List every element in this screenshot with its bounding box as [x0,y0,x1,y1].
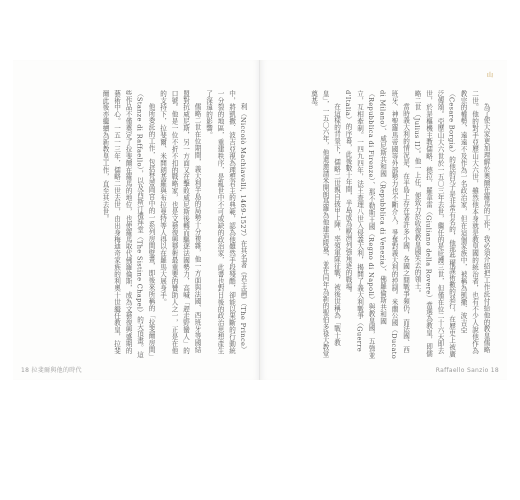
right-folio-text: Raffaello Sanzio 18 [435,367,499,374]
right-paragraph-3: 在這樣的背景下，儒略二世親自披甲上陣，率領軍隊征戰，被後世稱為「戰士教皇」，一五〇六年，他還邀請米開朗基羅為他建造陵墓，並在同年為新的聖伯多祿大教堂奠基。 [309,90,341,358]
left-page [13,60,260,380]
section-mark: 山 [486,72,493,79]
left-page-body [38,90,248,360]
left-paragraph-1: 利（Niccolò Machiavelli, 1469-1527）在其名著《君主論》（The Prince）中，將凱撒．波吉亞視為理想君主的典範，認為他雖然手段殘酷，卻能以果斷的行動統一分裂的地區，重建秩序，是亂世中不可或缺的政治家，此書也對日後的政治思想產生了深遠的影響。 [204,90,247,355]
right-page [260,60,507,380]
left-paragraph-2: 儒略二世在位期間，義大利半島的局勢十分複雜，他一方面與法國、西班牙等國結盟對抗威尼斯，另一方面又在擊敗威尼斯後轉而驅逐法國勢力，高喊「趕走野蠻人」的口號。他是一位不折不扣的戰略家，也是文藝復興藝術最重要的贊助人之一，正是在他的支持下，拉斐爾、米開朗基羅與布拉曼特等人得以在羅馬大展身手。 [158,90,201,355]
right-paragraph-2: 當時義大利的情況是，在半島上存在著許多小國，各國之間戰爭頻仍，而法國、西班牙、神聖羅馬帝國等外部勢力也不斷介入，爭奪對義大利的控制。米蘭公國（Ducato di Milano）、威尼斯共和國（Repubblica di Venezia）、佛羅倫斯共和國（Repubblica di Firenze）、那不勒斯王國（Regno di Napoli）與教皇國，五強並立，互相牽制。一四九四年，法王查理八世入侵義大利，揭開了義大利戰爭（Guerre d'Italia）的序幕，此後數十年間，半島成為歐洲列強角逐的戰場。 [344,90,410,360]
right-page-body [301,90,491,360]
left-paragraph-3: 他所委託的工作，包括梵蒂岡宮中的一系列房間壁畫，即後來所稱的「拉斐爾房間」（Stanze di Raffaello），以及西斯汀禮拜堂（The Sistine Chapel）的天頂畫。這些作品不僅奠定了拉斐爾在羅馬的地位，也使羅馬取代佛羅倫斯，成為文藝復興盛期的藝術中心。一五一三年，儒略二世去世，由出身梅迪奇家族的利奧十世繼任教皇，拉斐爾此後亦繼續為新教皇工作，直至其去世。 [101,90,155,359]
right-folio [436,367,499,374]
right-paragraph-1: 為了使大家更加理解於奧爾在羅馬的工作，我必須介紹把工作託付給他的教皇儒略二世。他的對手亞歷山大六世，雖然他本身就是教皇國的統治者，也有不少人說他作為教宗的權勢，遠遠不及作為一名政治家，但在這個家族中，被稱為凱撒．波吉亞（Cesare Borgia）的他的兒子是非常有名的，他那些權謀術數的惡行，在歷史上被廣泛傳頌。亞歷山大六世於一五〇三年去世，繼任的是庇護三世，但僅在位二十六天即去世，於是樞機主教儒略．德拉．羅韋雷（Giuliano della Rovere）當選為教皇，即儒略二世（Julius II）。他一上任，便致力於收復教皇國失去的領土。 [413,90,490,358]
left-folio-text: 18 拉斐爾與他的時代 [21,367,82,374]
left-folio [21,365,82,374]
